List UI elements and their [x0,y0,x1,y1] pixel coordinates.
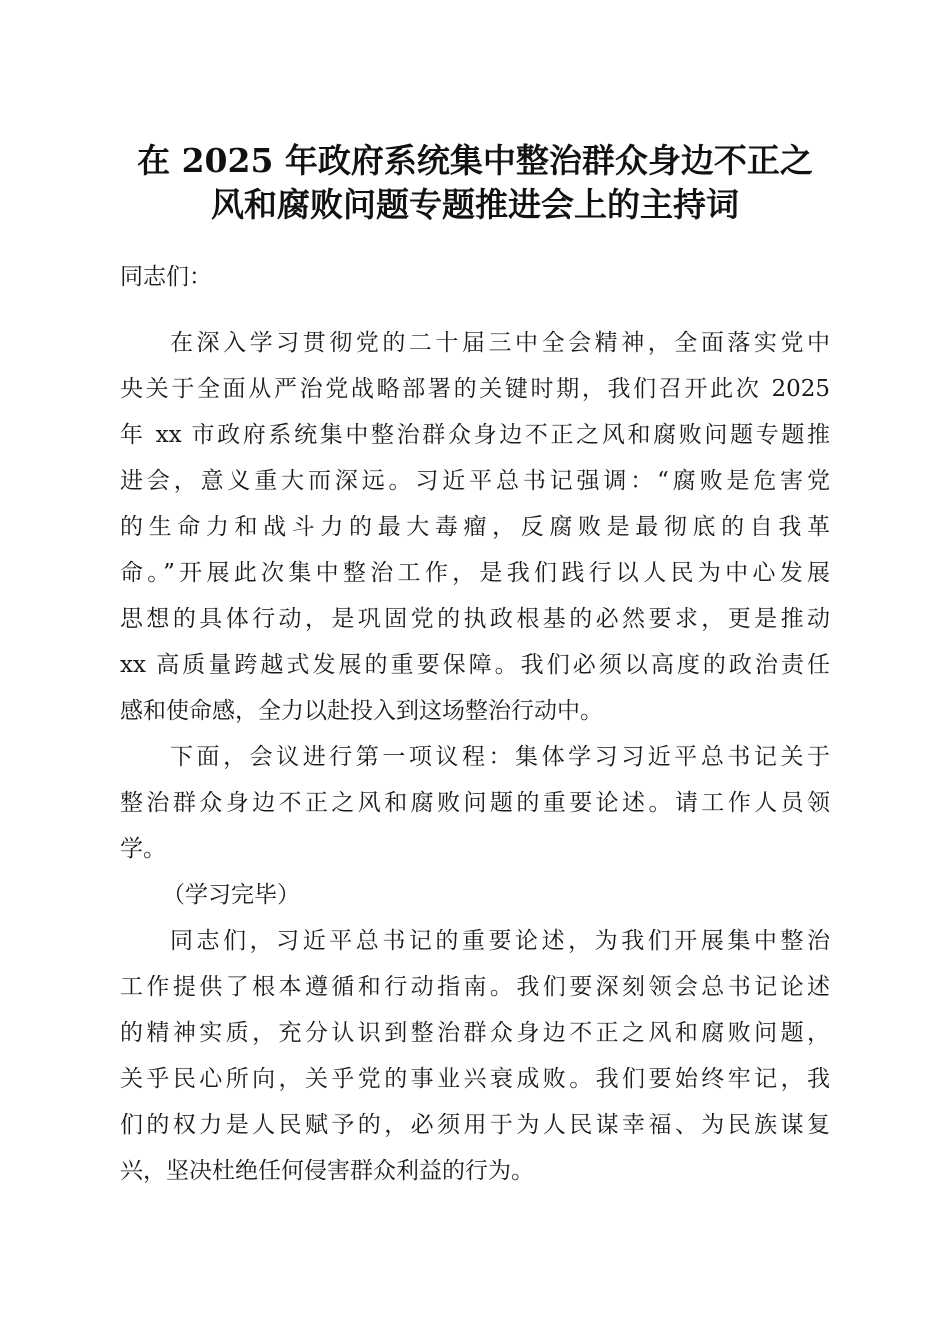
paragraph-4-line: 的精神实质，充分认识到整治群众身边不正之风和腐败问题， [120,1020,830,1046]
salutation: 同志们： [120,264,212,290]
paragraph-1-line: 的生命力和战斗力的最大毒瘤，反腐败是最彻底的自我革 [120,514,830,540]
paragraph-2-line: 下面，会议进行第一项议程：集体学习习近平总书记关于 [170,744,830,770]
paragraph-1-line: 央关于全面从严治党战略部署的关键时期，我们召开此次 2025 [120,376,830,402]
paragraph-2-line: 学。 [120,836,166,862]
paragraph-1-line: 感和使命感，全力以赴投入到这场整治行动中。 [120,698,603,724]
document-title-line-2: 风和腐败问题专题推进会上的主持词 [211,185,739,224]
paragraph-4-line: 关乎民心所向，关乎党的事业兴衰成败。我们要始终牢记，我 [120,1066,830,1092]
paragraph-1-line: 在深入学习贯彻党的二十届三中全会精神，全面落实党中 [170,330,830,356]
paragraph-1-line: 年 xx 市政府系统集中整治群众身边不正之风和腐败问题专题推 [120,422,830,448]
document-title-line-1: 在 2025 年政府系统集中整治群众身边不正之 [137,141,813,180]
paragraph-4-line: 兴，坚决杜绝任何侵害群众利益的行为。 [120,1158,534,1184]
paragraph-1-line: 思想的具体行动，是巩固党的执政根基的必然要求，更是推动 [120,606,830,632]
paragraph-1-line: 进会，意义重大而深远。习近平总书记强调：“腐败是危害党 [120,468,830,494]
paragraph-4-line: 们的权力是人民赋予的，必须用于为人民谋幸福、为民族谋复 [120,1112,830,1138]
paragraph-1-line: xx 高质量跨越式发展的重要保障。我们必须以高度的政治责任 [120,652,830,678]
paragraph-2-line: 整治群众身边不正之风和腐败问题的重要论述。请工作人员领 [120,790,830,816]
paragraph-1-line: 命。”开展此次集中整治工作，是我们践行以人民为中心发展 [120,560,830,586]
paragraph-4-line: 同志们，习近平总书记的重要论述，为我们开展集中整治 [170,928,830,954]
paragraph-3-line: （学习完毕） [162,882,300,908]
paragraph-4-line: 工作提供了根本遵循和行动指南。我们要深刻领会总书记论述 [120,974,830,1000]
